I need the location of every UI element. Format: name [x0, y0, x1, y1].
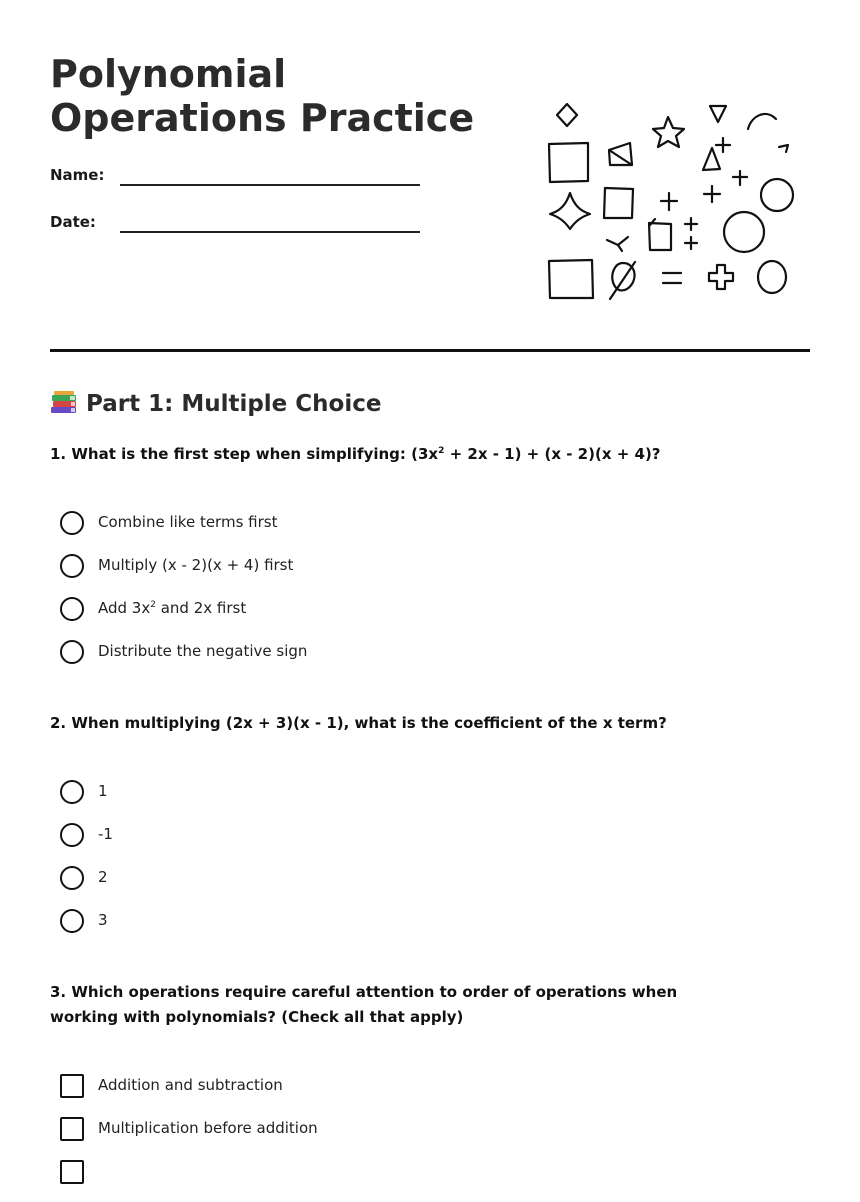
name-line[interactable]: [120, 184, 420, 186]
checkbox[interactable]: [60, 1117, 84, 1141]
square-doodle-icon: [649, 219, 671, 250]
option-label: 2: [98, 868, 108, 886]
option-label: Addition and subtraction: [98, 1076, 283, 1094]
date-label: Date:: [50, 213, 96, 231]
option-item[interactable]: [60, 596, 760, 639]
small-plus-doodle-icon: [716, 138, 730, 152]
plus-doodle-icon: [685, 218, 697, 230]
radio-button[interactable]: [60, 597, 84, 621]
triangle-doodle-icon: [703, 148, 720, 170]
option-label: -1: [98, 825, 113, 843]
oval-doodle-icon: [758, 261, 786, 293]
circle-doodle-icon: [724, 212, 764, 252]
option-item[interactable]: [60, 1116, 760, 1159]
circle-doodle-icon: [761, 179, 793, 211]
option-label: Multiply (x - 2)(x + 4) first: [98, 556, 294, 574]
plus-doodle-icon: [704, 186, 720, 202]
option-item[interactable]: [60, 510, 760, 553]
option-item[interactable]: [60, 822, 760, 865]
question-text: When multiplying (2x + 3)(x - 1), what is the coefficient of the x term?: [71, 714, 667, 732]
name-label: Name:: [50, 166, 105, 184]
star-doodle-icon: [653, 117, 684, 147]
square-doodle-icon: [549, 143, 588, 182]
option-label: Distribute the negative sign: [98, 642, 308, 660]
check-doodle-icon: [607, 237, 628, 251]
question-1: [50, 442, 750, 467]
date-line[interactable]: [120, 231, 420, 233]
small-arrow-doodle-icon: [779, 145, 788, 152]
option-item[interactable]: [60, 1159, 760, 1202]
down-triangle-doodle-icon: [710, 106, 726, 122]
option-item[interactable]: [60, 908, 760, 951]
books-icon: [50, 391, 78, 415]
radio-button[interactable]: [60, 511, 84, 535]
cross-outline-doodle-icon: [709, 265, 733, 289]
question-2: [50, 711, 750, 736]
plus-doodle-icon: [685, 237, 697, 249]
question-3-options: [60, 1073, 760, 1202]
star4-doodle-icon: [550, 193, 590, 229]
radio-button[interactable]: [60, 909, 84, 933]
option-label-part: and 2x first: [155, 599, 247, 617]
option-item[interactable]: [60, 639, 760, 682]
curve-doodle-icon: [748, 114, 776, 129]
plus-doodle-icon: [733, 171, 747, 185]
plus-doodle-icon: [661, 193, 677, 210]
diamond-doodle-icon: [557, 104, 577, 126]
question-text: What is the first step when simplifying: (3x: [71, 445, 439, 463]
option-label: 1: [98, 782, 108, 800]
question-2-options: [60, 779, 760, 951]
radio-button[interactable]: [60, 780, 84, 804]
option-label: 3: [98, 911, 108, 929]
option-label: [98, 596, 246, 620]
option-label: Combine like terms first: [98, 513, 278, 531]
math-doodles-illustration: [540, 95, 810, 310]
radio-button[interactable]: [60, 554, 84, 578]
question-number: 2.: [50, 714, 67, 732]
square-doodle-icon: [549, 260, 593, 298]
radio-button[interactable]: [60, 866, 84, 890]
section-title-part1: [50, 388, 381, 420]
exponent: 2: [150, 600, 156, 610]
option-item[interactable]: [60, 553, 760, 596]
slashed-circle-doodle-icon: [610, 262, 635, 299]
question-text: + 2x - 1) + (x - 2)(x + 4)?: [444, 445, 661, 463]
header-divider: [50, 349, 810, 352]
checkbox[interactable]: [60, 1160, 84, 1184]
checkbox[interactable]: [60, 1074, 84, 1098]
worksheet-title: Polynomial Operations Practice: [50, 52, 475, 140]
question-1-options: [60, 510, 760, 682]
question-text: Which operations require careful attention to order of operations when working with polynomials? (Check all that apply): [50, 983, 678, 1026]
square-doodle-icon: [604, 188, 633, 218]
crossed-square-doodle-icon: [609, 143, 632, 165]
equals-doodle-icon: [663, 273, 681, 283]
question-3: [50, 980, 730, 1030]
option-label: Multiplication before addition: [98, 1119, 318, 1137]
radio-button[interactable]: [60, 640, 84, 664]
option-item[interactable]: [60, 779, 760, 822]
question-number: 1.: [50, 445, 67, 463]
option-label-part: Add 3x: [98, 599, 151, 617]
option-item[interactable]: [60, 1073, 760, 1116]
radio-button[interactable]: [60, 823, 84, 847]
option-item[interactable]: [60, 865, 760, 908]
exponent: 2: [438, 446, 445, 456]
section-title-text: Part 1: Multiple Choice: [86, 391, 382, 417]
question-number: 3.: [50, 983, 67, 1001]
